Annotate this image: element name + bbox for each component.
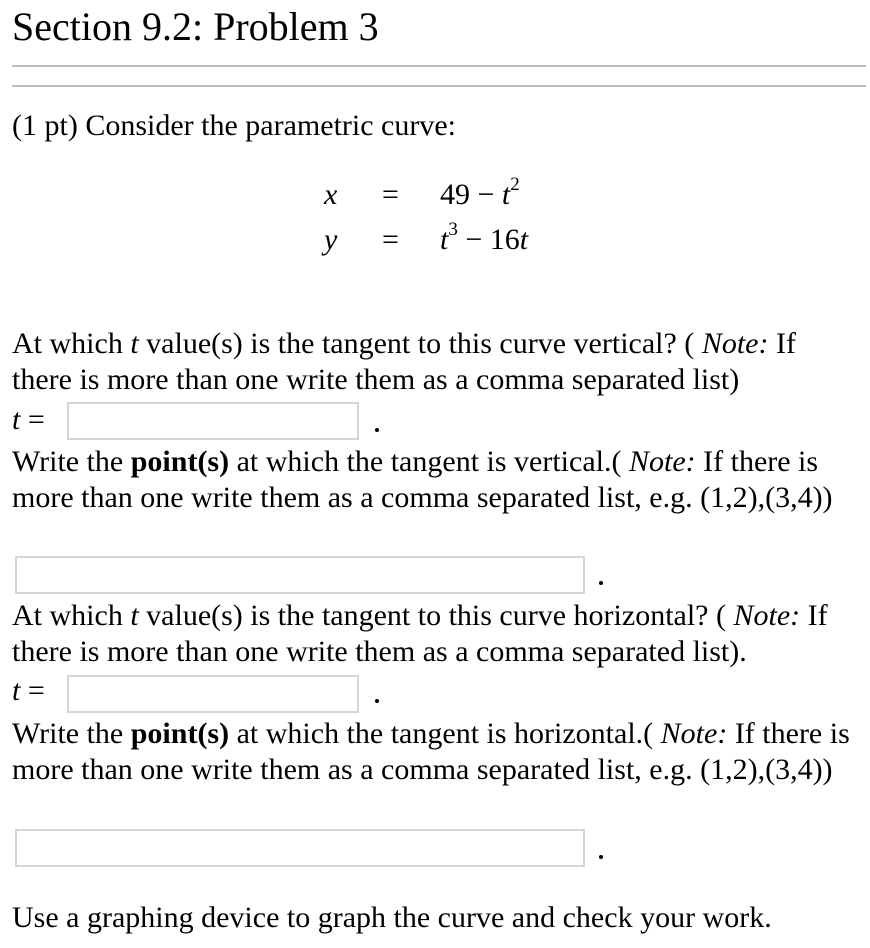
equation-y-rhs: $t^3 - 16t$ bbox=[440, 219, 529, 256]
period-mark bbox=[375, 428, 379, 432]
problem-title: Section 9.2: Problem 3 bbox=[12, 4, 379, 49]
horizontal-points-input[interactable] bbox=[15, 829, 585, 867]
vertical-t-input[interactable] bbox=[67, 402, 359, 440]
header-divider-bottom bbox=[12, 85, 866, 87]
period-mark bbox=[599, 855, 603, 859]
vertical-points-input[interactable] bbox=[15, 556, 585, 594]
intro-text: Consider the parametric curve: bbox=[85, 109, 457, 142]
equation-x-equals: = bbox=[382, 178, 399, 211]
equation-y-lhs: y bbox=[324, 223, 338, 256]
question-vertical-points: Write the point(s) at which the tangent is vertical.( Note: If there is more than one write them as a comma separated list, e.g. (1,2),(3,4)) bbox=[12, 445, 833, 514]
equation-y-equals: = bbox=[382, 223, 399, 256]
question-vertical-t: At which t value(s) is the tangent to this curve vertical? ( Note: If there is more than one write them as a comma separated list) bbox=[12, 327, 796, 396]
period-mark bbox=[599, 581, 603, 585]
footer-instruction: Use a graphing device to graph the curve and check your work. bbox=[12, 901, 772, 934]
equation-x-lhs: x bbox=[324, 178, 338, 211]
equation-x-rhs: $49 - t^2$ bbox=[440, 174, 520, 211]
question-horizontal-t: At which t value(s) is the tangent to this curve horizontal? ( Note: If there is more than one write them as a comma separated list). bbox=[12, 599, 828, 668]
period-mark bbox=[375, 699, 379, 703]
question-horizontal-points: Write the point(s) at which the tangent is horizontal.( Note: If there is more than one write them as a comma separated list, e.g. (1,2),(3,4)) bbox=[12, 717, 850, 786]
header-divider-top bbox=[12, 65, 866, 67]
t-equals-label: t = bbox=[12, 674, 45, 707]
horizontal-t-input[interactable] bbox=[67, 675, 359, 713]
points-value: (1 pt) bbox=[12, 109, 78, 142]
problem-intro bbox=[12, 108, 862, 144]
t-equals-label: t = bbox=[12, 403, 45, 436]
